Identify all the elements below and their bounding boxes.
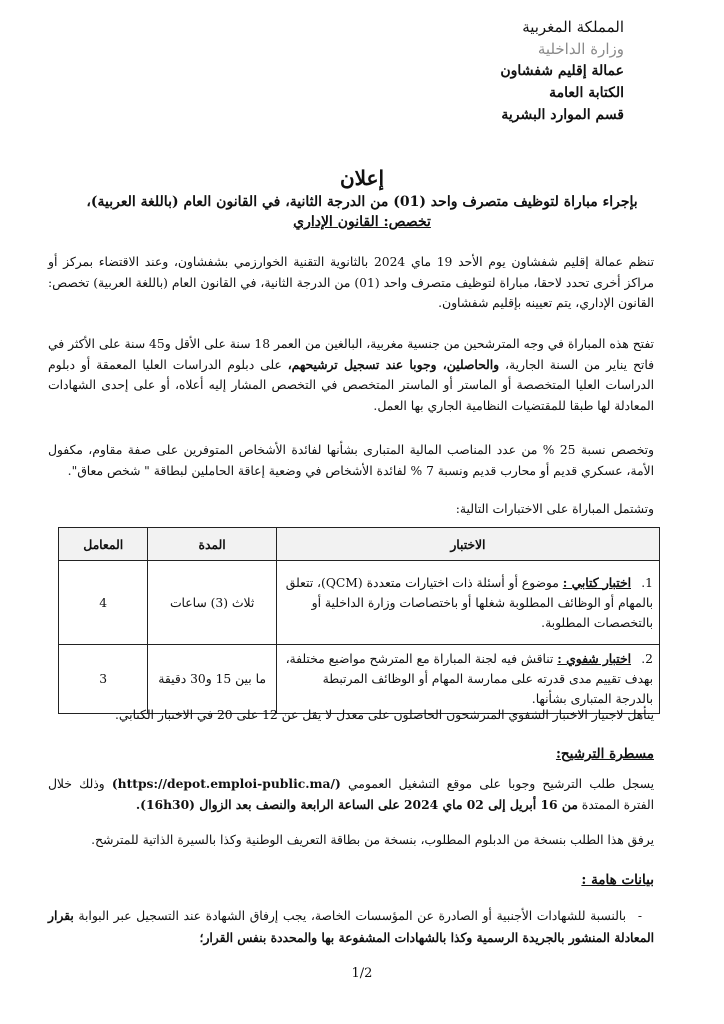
- exam-number: 2.: [641, 652, 653, 666]
- title-subtitle: بإجراء مباراة لتوظيف متصرف واحد (01) من الدرجة الثانية، في القانون العام (باللغة العربية)،: [86, 194, 638, 210]
- secretariat-line: الكتابة العامة: [549, 85, 624, 101]
- candidacy-text-b: وذلك خلال الفترة الممتدة: [48, 777, 654, 812]
- exam-name: اختبار كتابي :: [562, 574, 631, 590]
- important-title: بيانات هامة :: [581, 872, 654, 888]
- candidacy-period: من 16 أبريل إلى 02 ماي 2024 على الساعة الرابعة والنصف بعد الزوال (16h30).: [135, 796, 578, 812]
- paragraph-attachments: يرفق هذا الطلب بنسخة من الدبلوم المطلوب، بنسخة من بطاقة التعريف الوطنية وكذا بالسيرة الذاتية للمترشح.: [91, 833, 654, 847]
- paragraph-quota: وتخصص نسبة 25 % من عدد المناصب المالية المتبارى بشأنها لفائدة الأشخاص المتوفرين على صفة مقاوم، مكفول الأمة، عسكري قديم أو محارب قديم ونسبة 7 % لفائدة الأشخاص في وضعية إعاقة الحاملين لبطاقة " شخص معاق".: [48, 443, 654, 478]
- exam-description: تناقش فيه لجنة المباراة مع المترشح مواضيع مختلفة، بهدف تقييم مدى قدرته على ممارسة المهام أو الوظائف المرتبطة بالدرجة المتبارى بشأنها.: [285, 652, 653, 706]
- eligibility-text-bold: والحاصلين، وجوبا عند تسجيل ترشيحهم،: [287, 356, 500, 372]
- kingdom-line: المملكة المغربية: [522, 18, 624, 36]
- header-duration: المدة: [148, 528, 276, 561]
- title-main: إعلان: [339, 166, 385, 190]
- letterhead: [444, 16, 624, 126]
- duration-cell: ثلاث (3) ساعات: [148, 561, 276, 645]
- exams-table: [58, 527, 660, 714]
- candidacy-url[interactable]: (https://depot.emploi-public.ma/): [111, 776, 341, 791]
- duration-cell: ما بين 15 و30 دقيقة: [148, 645, 276, 714]
- table-row: [59, 645, 660, 714]
- header-coef: المعامل: [59, 528, 148, 561]
- page-number: 1/2: [351, 966, 373, 981]
- exam-name: اختبار شفوي :: [557, 651, 631, 666]
- exam-description: موضوع أو أسئلة ذات اختيارات متعددة (QCM)، تتعلق بالمهام أو الوظائف المطلوبة شغلها أو باختصاصات وزارة الداخلية أو بالتخصصات المطلوبة.: [285, 575, 653, 630]
- candidacy-title: مسطرة الترشيح:: [555, 746, 654, 762]
- bullet-text-bold: بقرار المعادلة المنشور بالجريدة الرسمية وكذا بالشهادات المشفوعة بها والمحددة بنفس القرار؛: [48, 908, 654, 945]
- coef-cell: 3: [59, 645, 148, 714]
- paragraph-candidacy: [48, 774, 654, 815]
- table-row: [59, 561, 660, 645]
- coef-cell: 4: [59, 561, 148, 645]
- eligibility-text-b: على دبلوم الدراسات العليا المعمقة أو دبلوم الدراسات العليا المتخصصة أو الماستر أو الماستر المتخصص في التخصص المشار إليه أعلاه، أو على إحدى الشهادات المعادلة لها طبقا للمقتضيات النظامية الجاري بها العمل.: [48, 357, 654, 413]
- eligibility-text-a: تفتح هذه المباراة في وجه المترشحين من جنسية مغربية، البالغين من العمر 18 سنة على الأقل و45 سنة على الأكثر في فاتح يناير من السنة الجارية،: [48, 337, 654, 372]
- exam-number: 1.: [641, 575, 653, 590]
- province-line: عمالة إقليم شفشاون: [500, 63, 624, 79]
- ministry-line: وزارة الداخلية: [537, 40, 624, 58]
- title-specialty: [60, 214, 664, 230]
- candidacy-text-a: يسجل طلب الترشيح وجوبا على موقع التشغيل العمومي: [340, 777, 655, 791]
- announcement-title: [60, 166, 664, 230]
- division-line: قسم الموارد البشرية: [501, 107, 624, 123]
- exam-cell: [276, 645, 659, 714]
- title-specialty-text: تخصص: القانون الإداري: [293, 214, 431, 230]
- paragraph-organization: تنظم عمالة إقليم شفشاون يوم الأحد 19 ماي 2024 بالثانوية التقنية الخوارزمي بشفشاون، وعند الاقتضاء بمركز أو مراكز أخرى تحدد لاحقا، مباراة لتوظيف متصرف واحد (01) من الدرجة الثانية، في القانون العام (باللغة العربية) تخصص: القانون الإداري، يتم تعيينه بإقليم شفشاون.: [48, 255, 655, 310]
- paragraph-exams-intro: وتشتمل المباراة على الاختبارات التالية:: [455, 502, 654, 516]
- exams-table-header: [59, 528, 660, 561]
- paragraph-eligibility: [48, 334, 654, 416]
- bullet-text-a: بالنسبة للشهادات الأجنبية أو الصادرة عن المؤسسات الخاصة، يجب إرفاق الشهادة عند التسجيل عبر البوابة: [73, 909, 626, 923]
- exam-cell: [276, 561, 659, 645]
- paragraph-oral-qualification: يتأهل لاجتياز الاختبار الشفوي المترشحون الحاصلون على معدل لا يقل عن 12 على 20 في الاختبار الكتابي.: [114, 708, 654, 722]
- important-bullet: [48, 905, 654, 949]
- header-exam: الاختبار: [276, 528, 659, 561]
- bullet-dash: -: [637, 909, 643, 923]
